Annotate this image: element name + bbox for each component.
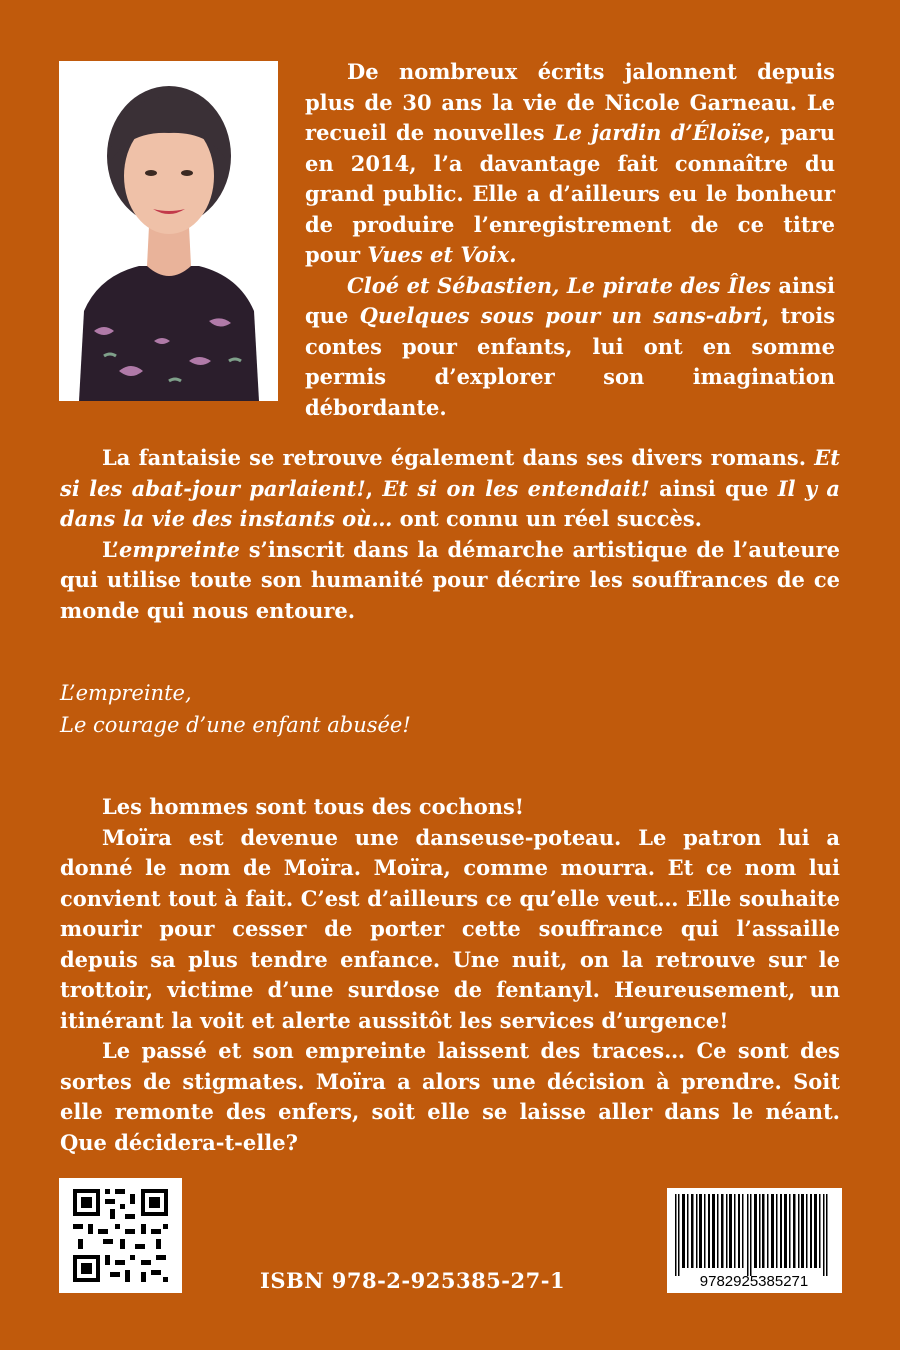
author-bio <box>305 57 835 423</box>
isbn-label: ISBN 978-2-925385-27-1 <box>260 1268 566 1293</box>
qr-code-icon <box>59 1178 182 1293</box>
tagline-subtitle: Le courage d’une enfant abusée! <box>60 713 411 737</box>
book-tagline <box>60 677 840 741</box>
author-portrait-icon <box>59 61 278 401</box>
barcode-icon <box>667 1188 842 1293</box>
synopsis-paragraph-1: Les hommes sont tous des cochons! <box>102 794 525 819</box>
bio-paragraph-3: La fantaisie se retrouve également dans ses divers romans. Et si les abat-jour parlaient!, Et si on les entendait! ainsi que Il y a dans la vie des instants où… ont connu un réel succès. <box>60 445 841 531</box>
book-synopsis <box>60 792 840 1158</box>
bio-paragraph-4: L’empreinte s’inscrit dans la démarche artistique de l’auteure qui utilise toute son humanité pour décrire les souffrances de ce monde qui nous entoure. <box>60 536 840 623</box>
barcode <box>667 1188 842 1293</box>
barcode-digits: 9782925385271 <box>699 1273 809 1290</box>
author-photo <box>59 61 278 401</box>
synopsis-paragraph-3: Le passé et son empreinte laissent des traces… Ce sont des sortes de stigmates. Moïra a alors une décision à prendre. Soit elle remonte des enfers, soit elle se laisse aller dans le néant. Que décidera-t-elle? <box>60 1038 840 1155</box>
author-bio-continued <box>60 443 840 626</box>
bio-paragraph-1: De nombreux écrits jalonnent depuis plus de 30 ans la vie de Nicole Garneau. Le recueil de nouvelles Le jardin d’Éloïse, paru en 2014, l’a davantage fait connaître du grand public. Elle a d’ailleurs eu le bonheur de produire l’enregistrement de ce titre pour Vues et Voix. <box>305 59 835 267</box>
synopsis-paragraph-2: Moïra est devenue une danseuse-poteau. Le patron lui a donné le nom de Moïra. Moïra, comme mourra. Et ce nom lui convient tout à fait. C’est d’ailleurs ce qu’elle veut… Elle souhaite mourir pour cesser de porter cette souffrance qui l’assaille depuis sa plus tendre enfance. Une nuit, on la retrouve sur le trottoir, victime d’une surdose de fentanyl. Heureusement, un itinérant la voit et alerte aussitôt les services d’urgence! <box>60 824 840 1033</box>
bio-paragraph-2: Cloé et Sébastien, Le pirate des Îles ainsi que Quelques sous pour un sans-abri, trois contes pour enfants, lui ont en somme permis d’explorer son imagination débordante. <box>305 272 836 420</box>
tagline-title: L’empreinte, <box>60 681 192 705</box>
